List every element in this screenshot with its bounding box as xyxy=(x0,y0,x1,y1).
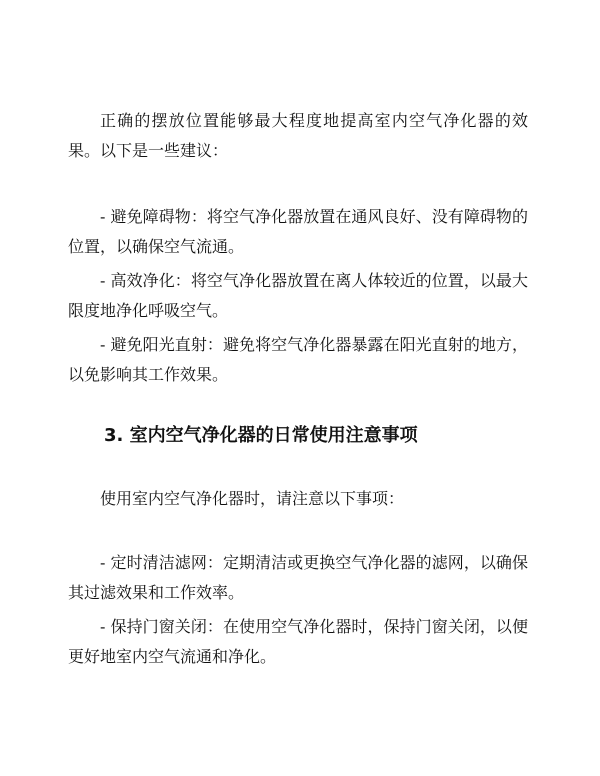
placement-intro-paragraph: 正确的摆放位置能够最大程度地提高室内空气净化器的效果。以下是一些建议： xyxy=(68,111,528,160)
tip-efficient-purification: - 高效净化：将空气净化器放置在离人体较近的位置，以最大限度地净化呼吸空气。 xyxy=(68,271,528,320)
tip-avoid-sunlight: - 避免阳光直射：避免将空气净化器暴露在阳光直射的地方，以免影响其工作效果。 xyxy=(68,335,528,384)
section-3-intro-paragraph: 使用室内空气净化器时，请注意以下事项： xyxy=(100,489,405,508)
note-close-doors-windows: - 保持门窗关闭：在使用空气净化器时，保持门窗关闭，以便更好地室内空气流通和净化。 xyxy=(68,617,528,666)
note-clean-filter: - 定时清洁滤网：定期清洁或更换空气净化器的滤网，以确保其过滤效果和工作效率。 xyxy=(68,553,528,602)
section-3-heading: 3. 室内空气净化器的日常使用注意事项 xyxy=(104,425,418,446)
tip-avoid-obstacles: - 避免障碍物：将空气净化器放置在通风良好、没有障碍物的位置，以确保空气流通。 xyxy=(68,207,528,256)
